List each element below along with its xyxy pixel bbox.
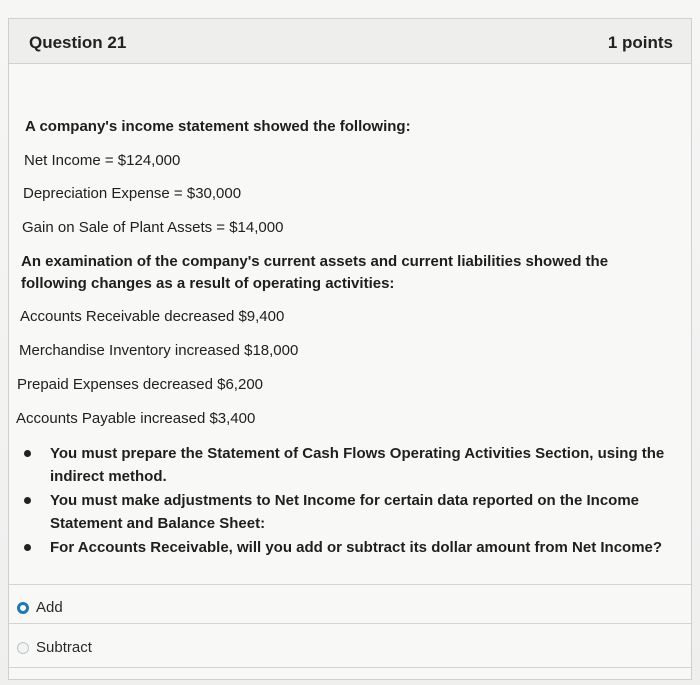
answer-top-divider — [9, 584, 691, 585]
prepaid-expenses-change: Prepaid Expenses decreased $6,200 — [17, 376, 264, 393]
answer-bottom-divider — [9, 667, 691, 668]
accounts-payable-change: Accounts Payable increased $3,400 — [16, 410, 256, 427]
question-title: Question 21 — [29, 33, 127, 52]
accounts-receivable-change: Accounts Receivable decreased $9,400 — [20, 308, 285, 325]
depreciation-expense-line: Depreciation Expense = $30,000 — [23, 185, 242, 202]
examination-paragraph: An examination of the company's current assets and current liabilities showed the following changes as a result of operating activities: — [21, 253, 609, 292]
answer-label-add: Add — [36, 599, 63, 616]
instruction-item-statement — [24, 442, 674, 488]
answer-option-subtract[interactable] — [17, 637, 197, 662]
net-income-line: Net Income = $124,000 — [24, 152, 181, 169]
instruction-item-question — [24, 536, 674, 559]
bullet-icon — [24, 450, 31, 457]
answer-middle-divider — [9, 623, 691, 624]
instruction-item-adjustments — [24, 489, 674, 535]
instruction-text: For Accounts Receivable, will you add or subtract its dollar amount from Net Income? — [50, 539, 663, 556]
bullet-icon — [24, 544, 31, 551]
instruction-list — [24, 442, 674, 560]
gain-on-sale-line: Gain on Sale of Plant Assets = $14,000 — [22, 219, 284, 236]
answer-label-subtract: Subtract — [36, 639, 92, 656]
bullet-icon — [24, 497, 31, 504]
instruction-text: You must make adjustments to Net Income for certain data reported on the Income Statement and Balance Sheet: — [50, 492, 639, 532]
question-body — [9, 64, 691, 679]
merchandise-inventory-change: Merchandise Inventory increased $18,000 — [19, 342, 299, 359]
answer-option-add[interactable] — [17, 597, 197, 622]
question-card — [8, 18, 692, 680]
instruction-text: You must prepare the Statement of Cash Flows Operating Activities Section, using the indirect method. — [50, 445, 665, 485]
question-header — [9, 19, 691, 64]
question-points: 1 points — [607, 33, 673, 52]
selected-radio-icon[interactable] — [17, 602, 29, 614]
unselected-radio-icon[interactable] — [17, 642, 29, 654]
income-statement-intro: A company's income statement showed the following: — [25, 118, 411, 135]
